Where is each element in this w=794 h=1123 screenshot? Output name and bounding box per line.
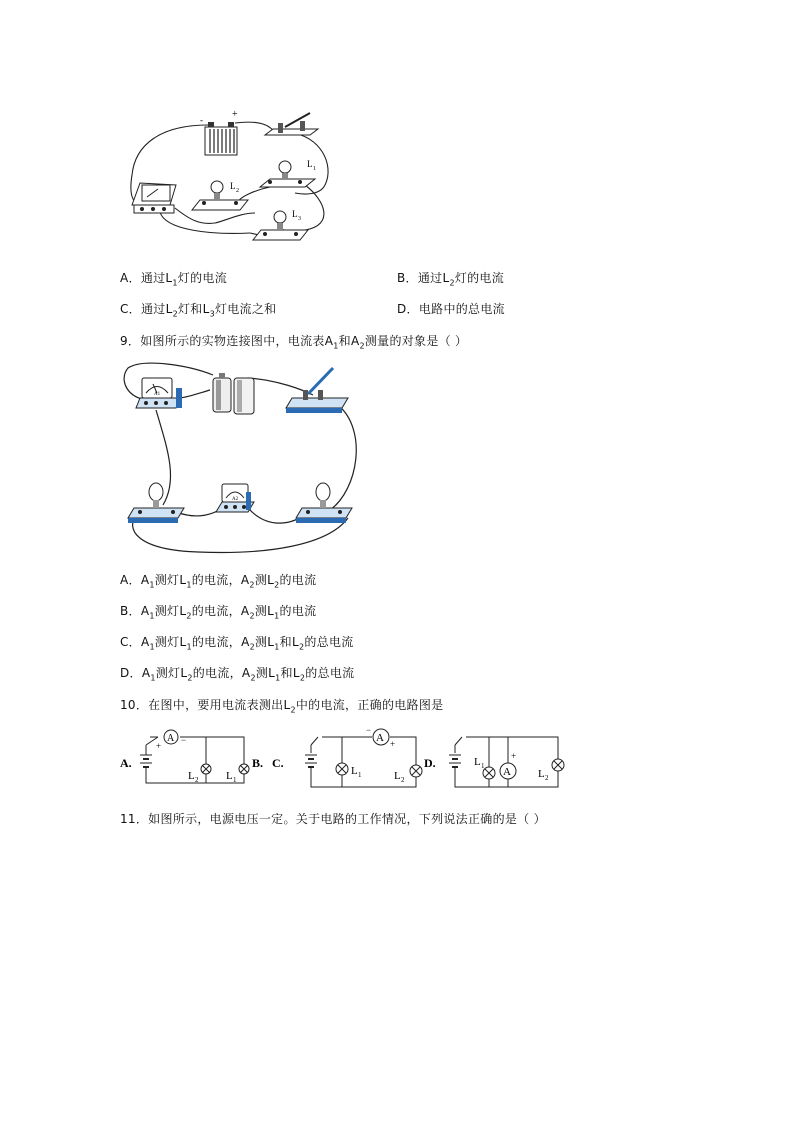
svg-text:3: 3: [298, 216, 301, 222]
battery-icon: [205, 122, 237, 155]
svg-text:L: L: [394, 770, 401, 782]
battery-icon: [213, 373, 254, 414]
svg-text:−: −: [366, 725, 372, 735]
svg-text:A: A: [167, 733, 175, 744]
svg-text:L: L: [188, 770, 195, 782]
svg-text:A: A: [503, 766, 511, 778]
switch-icon: [286, 368, 348, 413]
svg-text:1: 1: [233, 776, 237, 784]
svg-text:L: L: [474, 756, 481, 768]
lamp-l2-icon: [192, 181, 248, 210]
svg-text:L: L: [226, 770, 233, 782]
svg-text:D.: D.: [424, 756, 436, 770]
svg-text:L: L: [538, 768, 545, 780]
q10-stem: 10．在图中，要用电流表测出$L_2$中的电流，正确的电路图是: [120, 698, 444, 715]
q8-option-a: A．通过$L_1$灯的电流: [120, 271, 227, 288]
svg-text:1: 1: [358, 771, 362, 779]
ammeter-a2-icon: [216, 484, 254, 512]
q8-circuit-figure: [120, 105, 350, 250]
svg-text:2: 2: [401, 776, 405, 784]
q9-option-b: B．$A_1$测灯$L_2$的电流，$A_2$测$L_1$的电流: [120, 604, 317, 621]
lamp-left-icon: [128, 483, 184, 523]
svg-text:1: 1: [313, 166, 316, 172]
lamp-l1-d-icon: [483, 767, 495, 779]
ammeter-c-icon: [373, 729, 389, 745]
svg-text:A: A: [376, 732, 384, 744]
battery-icon: [305, 755, 317, 787]
svg-text:2: 2: [545, 774, 549, 782]
q8-option-d: D．电路中的总电流: [397, 302, 505, 316]
lamp-l2-d-icon: [552, 759, 564, 771]
svg-text:L: L: [292, 209, 298, 219]
svg-text:-: -: [200, 115, 203, 125]
battery-icon: [140, 745, 152, 783]
q9-option-d: D．$A_1$测灯$L_2$的电流，$A_2$测$L_1$和$L_2$的总电流: [120, 666, 355, 683]
lamp-l2-a-icon: [201, 764, 211, 774]
lamp-right-icon: [296, 483, 352, 523]
svg-text:A2: A2: [232, 497, 239, 502]
q9-option-a: A．$A_1$测灯$L_1$的电流，$A_2$测$L_2$的电流: [120, 573, 317, 590]
lamp-l2-c-icon: [410, 765, 422, 777]
lamp-l1-a-icon: [239, 764, 249, 774]
q8-option-c: C．通过$L_2$灯和$L_3$灯电流之和: [120, 302, 277, 319]
ammeter-a1-icon: [136, 378, 182, 408]
svg-text:B.: B.: [252, 756, 264, 770]
switch-icon: [265, 113, 318, 135]
q9-stem: 9．如图所示的实物连接图中，电流表$A_1$和$A_2$测量的对象是（ ）: [120, 334, 468, 351]
q9-option-c: C．$A_1$测灯$L_1$的电流，$A_2$测$L_1$和$L_2$的总电流: [120, 635, 354, 652]
ammeter-d-icon: [500, 763, 516, 779]
svg-text:+: +: [232, 109, 238, 120]
svg-text:L: L: [307, 159, 313, 169]
svg-text:+: +: [390, 739, 396, 749]
ammeter-icon: [132, 183, 176, 213]
svg-text:2: 2: [236, 188, 239, 194]
svg-text:−: −: [181, 735, 187, 745]
q8-option-b: B．通过$L_2$灯的电流: [397, 271, 505, 288]
svg-text:A1: A1: [154, 392, 161, 397]
q10-circuits-figure: [118, 725, 578, 795]
battery-icon: [449, 755, 461, 787]
svg-text:C.: C.: [272, 756, 284, 770]
svg-text:L: L: [230, 181, 236, 191]
svg-text:2: 2: [195, 776, 199, 784]
ammeter-a-icon: [164, 730, 178, 744]
svg-text:+: +: [156, 741, 162, 751]
q11-stem: 11．如图所示，电源电压一定。关于电路的工作情况，下列说法正确的是（ ）: [120, 812, 546, 826]
lamp-l1-c-icon: [336, 763, 348, 775]
svg-text:L: L: [351, 765, 358, 777]
svg-text:A.: A.: [120, 756, 132, 770]
svg-text:1: 1: [481, 762, 485, 770]
svg-text:+: +: [511, 751, 517, 761]
q9-circuit-figure: [118, 360, 358, 560]
